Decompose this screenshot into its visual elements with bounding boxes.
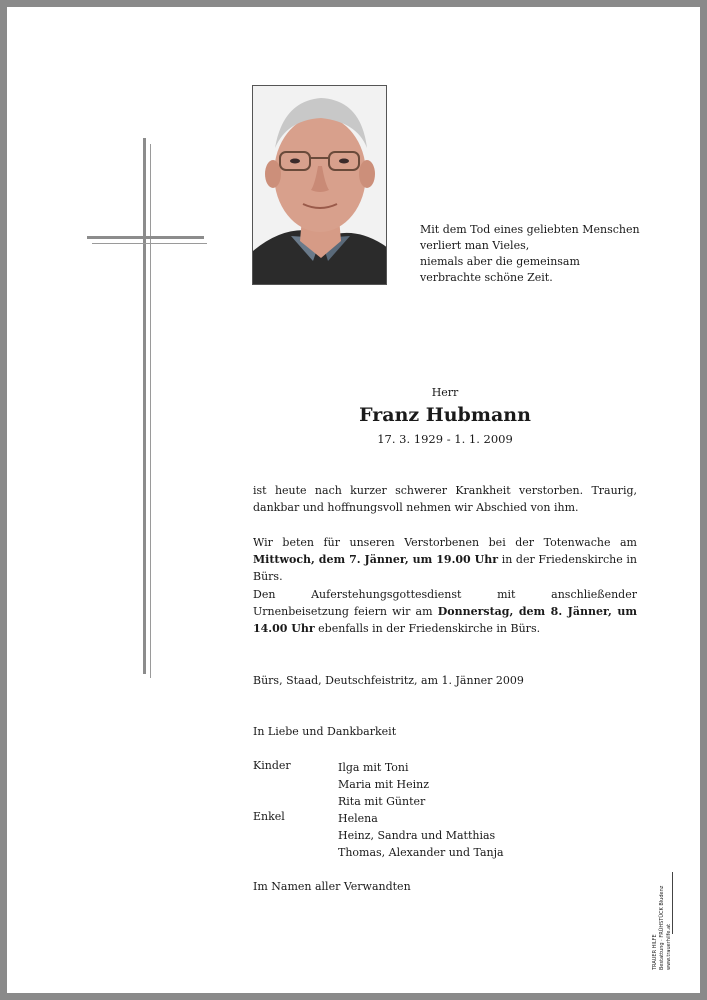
- imprint-website: www.trauerhilfe.at: [666, 923, 672, 970]
- children-label: Kinder: [253, 759, 291, 772]
- imprint-company: Bestattung · FRÜHSTÜCK Bludenz: [659, 885, 665, 970]
- imprint-brand: TRAUER HILFE: [652, 934, 658, 970]
- cross-horizontal-bar: [87, 236, 204, 239]
- imprint-divider: [672, 872, 673, 934]
- life-dates: 17. 3. 1929 - 1. 1. 2009: [377, 432, 513, 446]
- funeral-text-pre: Den Auferstehungsgottesdienst mit anschließender Urnenbeisetzung feiern wir am: [253, 588, 637, 618]
- list-item: Thomas, Alexander und Tanja: [338, 846, 504, 859]
- salutation: Herr: [431, 386, 459, 399]
- cross-vertical-bar: [143, 138, 146, 674]
- portrait-photo: [252, 85, 387, 285]
- cross-vertical-shadow: [150, 144, 151, 678]
- quote-line: niemals aber die gemeinsam: [420, 255, 580, 268]
- wake-datetime: Mittwoch, dem 7. Jänner, um 19.00 Uhr: [253, 553, 499, 566]
- list-item: Maria mit Heinz: [338, 778, 430, 791]
- closing-line: Im Namen aller Verwandten: [253, 880, 411, 893]
- announcement-paragraph: ist heute nach kurzer schwerer Krankheit verstorben. Traurig, dankbar und hoffnungsvoll nehmen wir Abschied von ihm.: [253, 484, 637, 514]
- funeral-text-post: ebenfalls in der Friedenskirche in Bürs.: [314, 622, 541, 635]
- quote-line: verbrachte schöne Zeit.: [420, 271, 553, 284]
- memorial-quote: [420, 222, 640, 286]
- list-item: Ilga mit Toni: [338, 761, 409, 774]
- list-item: Helena: [338, 812, 378, 825]
- wake-text-pre: Wir beten für unseren Verstorbenen bei der Totenwache am: [253, 536, 637, 549]
- funeral-paragraph: [253, 586, 637, 637]
- list-item: Heinz, Sandra und Matthias: [338, 829, 496, 842]
- funeral-datetime: Donnerstag, dem 8. Jänner, um 14.00 Uhr: [253, 605, 637, 635]
- wake-paragraph: [253, 534, 637, 585]
- children-list: [338, 759, 429, 810]
- grandchildren-list: [338, 810, 504, 861]
- quote-line: Mit dem Tod eines geliebten Menschen: [420, 223, 640, 236]
- love-line: In Liebe und Dankbarkeit: [253, 725, 397, 738]
- cross-horizontal-shadow: [92, 243, 207, 244]
- place-date: Bürs, Staad, Deutschfeistritz, am 1. Jänner 2009: [253, 674, 524, 687]
- deceased-name: Franz Hubmann: [359, 404, 531, 426]
- list-item: Rita mit Günter: [338, 795, 426, 808]
- wake-text-post: in der Friedenskirche in Bürs.: [253, 553, 637, 583]
- grandchildren-label: Enkel: [253, 810, 285, 823]
- quote-line: verliert man Vieles,: [420, 239, 530, 252]
- funeral-home-imprint: [640, 870, 680, 970]
